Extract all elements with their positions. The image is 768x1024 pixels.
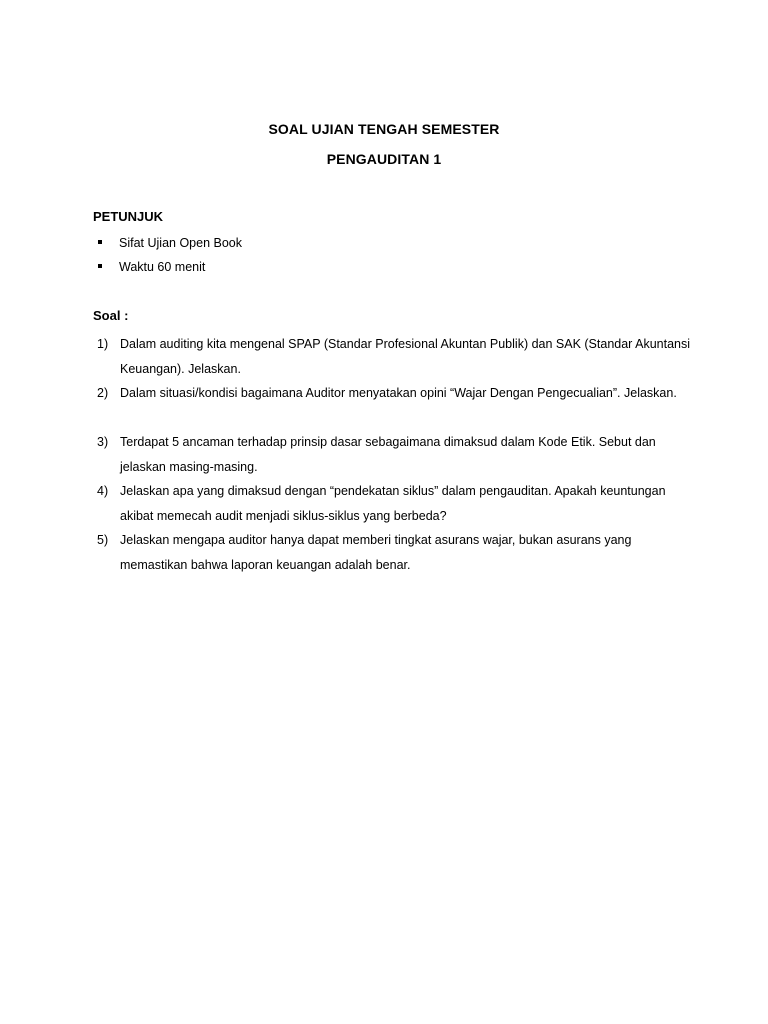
instructions-heading: PETUNJUK <box>93 209 164 224</box>
question-text: Dalam auditing kita mengenal SPAP (Standar Profesional Akuntan Publik) dan SAK (Standar Akuntansi Keuangan). Jelaskan. <box>120 337 691 376</box>
question-number: 2) <box>97 386 109 400</box>
document-title: SOAL UJIAN TENGAH SEMESTER <box>268 121 500 137</box>
question-item <box>93 430 693 479</box>
question-text: Jelaskan apa yang dimaksud dengan “pendekatan siklus” dalam pengauditan. Apakah keuntungan akibat memecah audit menjadi siklus-siklus yang berbeda? <box>120 484 666 523</box>
questions-heading: Soal : <box>93 308 129 323</box>
question-number: 4) <box>97 484 109 498</box>
square-bullet-icon <box>98 240 102 244</box>
question-text: Jelaskan mengapa auditor hanya dapat memberi tingkat asurans wajar, bukan asurans yang memastikan bahwa laporan keuangan adalah benar. <box>120 533 632 572</box>
question-text: Dalam situasi/kondisi bagaimana Auditor menyatakan opini “Wajar Dengan Pengecualian”. Jelaskan. <box>120 386 677 400</box>
question-item <box>93 528 693 577</box>
question-item <box>93 479 693 528</box>
question-number: 1) <box>97 337 109 351</box>
instruction-text: Sifat Ujian Open Book <box>119 236 242 250</box>
question-number: 3) <box>97 435 109 449</box>
document-subtitle: PENGAUDITAN 1 <box>326 151 442 167</box>
question-item <box>93 381 693 430</box>
question-number: 5) <box>97 533 109 547</box>
instruction-text: Waktu 60 menit <box>119 260 206 274</box>
question-item <box>93 332 693 381</box>
question-text: Terdapat 5 ancaman terhadap prinsip dasar sebagaimana dimaksud dalam Kode Etik. Sebut dan jelaskan masing-masing. <box>120 435 656 474</box>
questions-list <box>93 332 693 577</box>
square-bullet-icon <box>98 264 102 268</box>
